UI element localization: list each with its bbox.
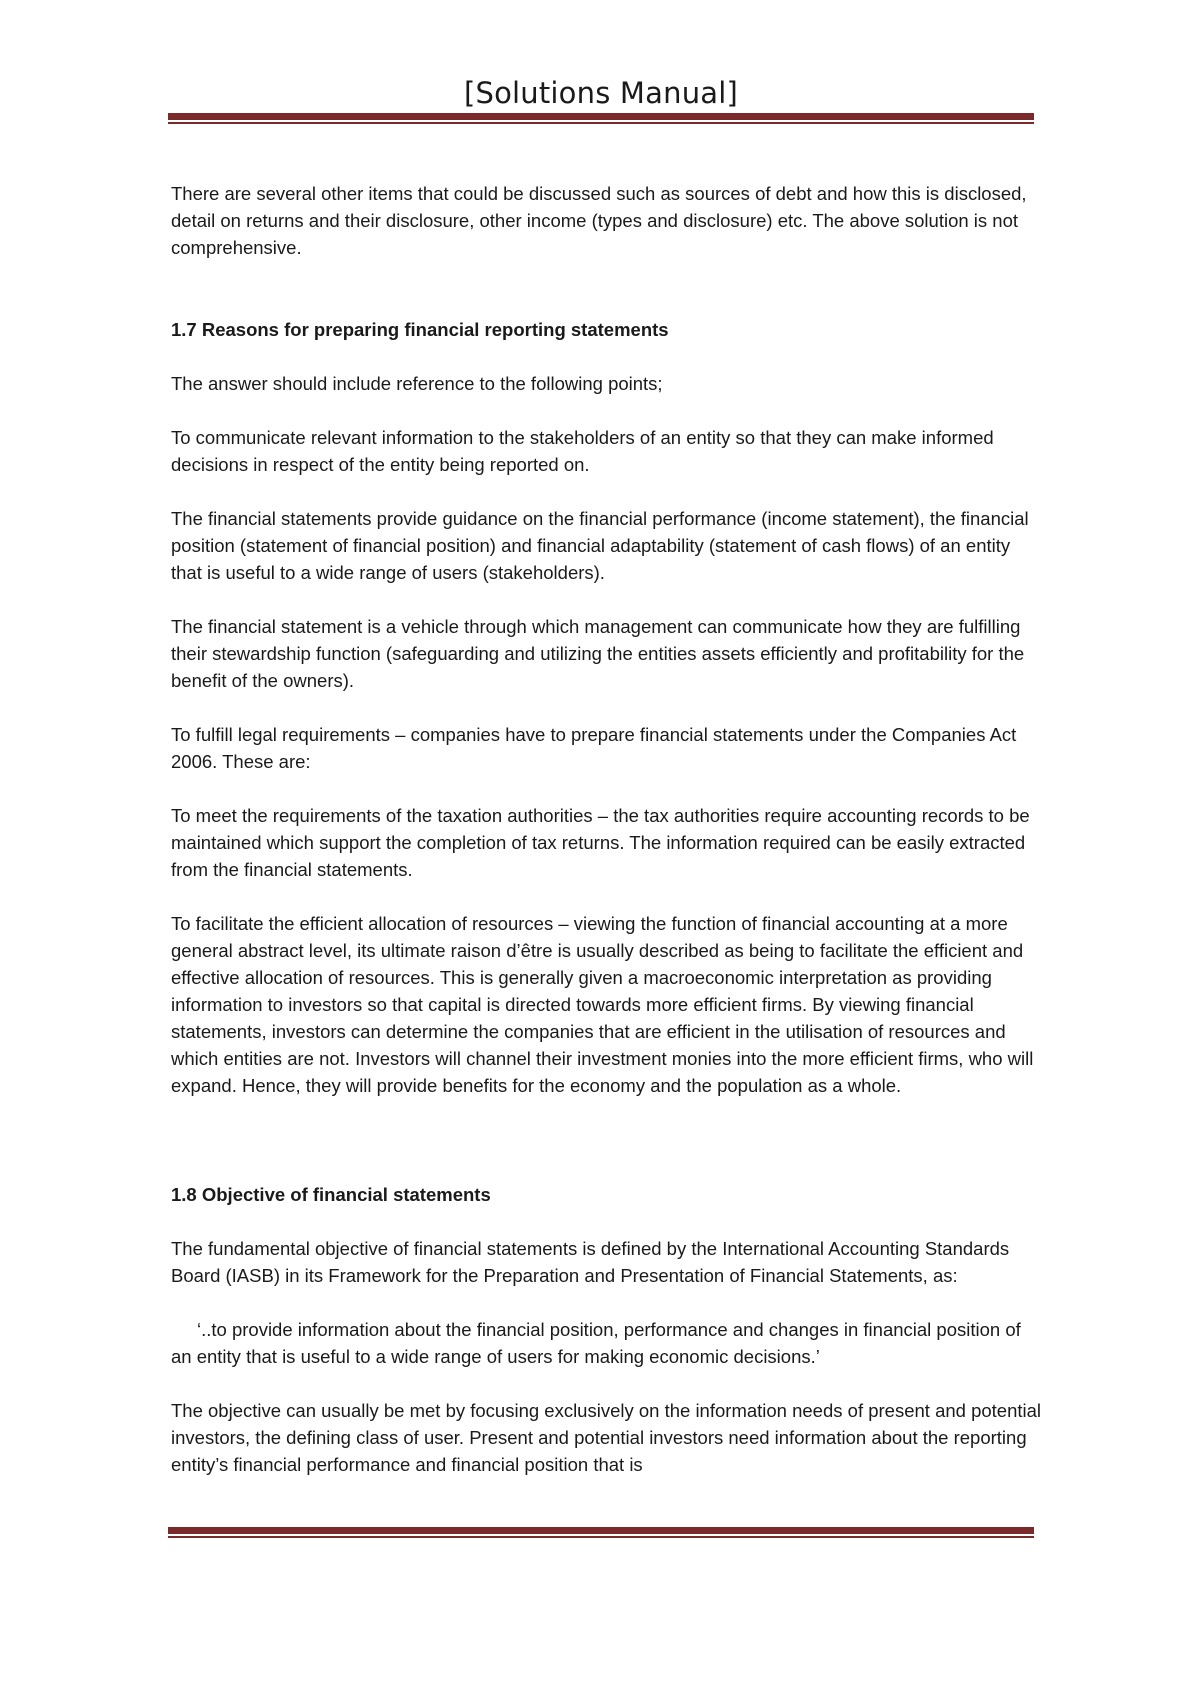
document-body <box>171 180 1041 1505</box>
page-header-title: [Solutions Manual] <box>463 76 739 110</box>
paragraph: The financial statements provide guidance on the financial performance (income statement), the financial position (statement of financial position) and financial adaptability (statement of cash flows) of an entity that is useful to a wide range of users (stakeholders). <box>171 508 1029 583</box>
paragraph: The objective can usually be met by focusing exclusively on the information needs of present and potential investors, the defining class of user. Present and potential investors need information about the reporting entity’s financial performance and financial position that is <box>171 1400 1042 1475</box>
footer-divider <box>168 1527 1034 1538</box>
paragraph: The fundamental objective of financial statements is defined by the International Accounting Standards Board (IASB) in its Framework for the Preparation and Presentation of Financial Statements, as: <box>171 1238 1010 1286</box>
paragraph: The financial statement is a vehicle through which management can communicate how they are fulfilling their stewardship function (safeguarding and utilizing the entities assets efficiently and profitability for the benefit of the owners). <box>171 616 1025 691</box>
paragraph: To fulfill legal requirements – companies have to prepare financial statements under the Companies Act 2006. These are: <box>171 724 1017 772</box>
section-gap <box>171 1126 1041 1181</box>
paragraph: To facilitate the efficient allocation of resources – viewing the function of financial accounting at a more general abstract level, its ultimate raison d’être is usually described as being to facilitate the efficient and effective allocation of resources. This is generally given a macroeconomic interpretation as providing information to investors so that capital is directed towards more efficient firms. By viewing financial statements, investors can determine the companies that are efficient in the utilisation of resources and which entities are not. Investors will channel their investment monies into the more efficient firms, who will expand. Hence, they will provide benefits for the economy and the population as a whole. <box>171 913 1034 1096</box>
framework-quote: ‘..to provide information about the financial position, performance and changes in financial position of an entity that is useful to a wide range of users for making economic decisions.’ <box>171 1319 1021 1367</box>
section-gap <box>171 288 1041 316</box>
section-heading-1-8: 1.8 Objective of financial statements <box>171 1184 491 1205</box>
intro-paragraph: There are several other items that could be discussed such as sources of debt and how this is disclosed, detail on returns and their disclosure, other income (types and disclosure) etc. The above solution is not comprehensive. <box>171 183 1027 258</box>
paragraph: The answer should include reference to the following points; <box>171 373 663 394</box>
header-divider <box>168 113 1034 124</box>
paragraph: To communicate relevant information to the stakeholders of an entity so that they can make informed decisions in respect of the entity being reported on. <box>171 427 994 475</box>
paragraph: To meet the requirements of the taxation authorities – the tax authorities require accounting records to be maintained which support the completion of tax returns. The information required can be easily extracted from the financial statements. <box>171 805 1030 880</box>
section-heading-1-7: 1.7 Reasons for preparing financial reporting statements <box>171 319 669 340</box>
